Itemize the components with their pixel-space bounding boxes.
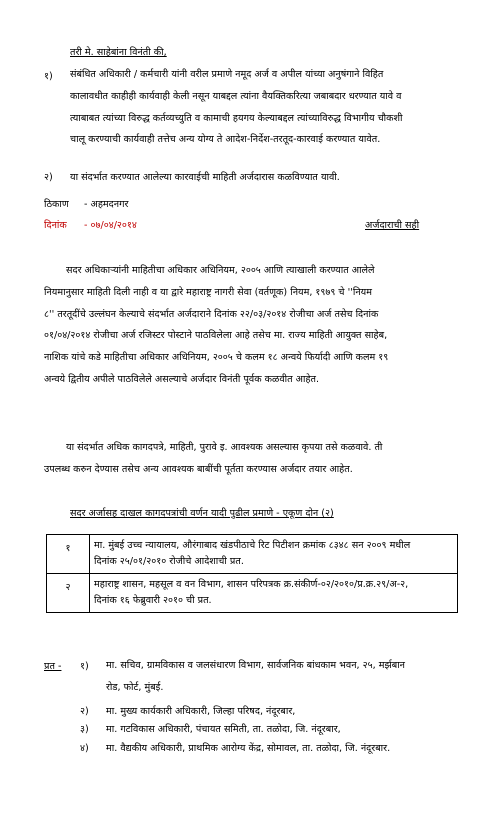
- table-row: [47, 535, 458, 574]
- point-1-number: १): [44, 71, 53, 82]
- copy-2-text: मा. मुख्य कार्यकारी अधिकारी, जिल्हा परिषद, नंदूरबार,: [106, 706, 296, 717]
- copy-3-number: ३): [80, 724, 89, 735]
- document-line: दिनांक २५/०१/२०१० रोजीचे आदेशाची प्रत.: [94, 556, 244, 567]
- copies-label: प्रत -: [44, 661, 62, 672]
- salutation: तरी मे. साहेबांना विनंती की,: [70, 47, 167, 58]
- copy-3-text: मा. गटविकास अधिकारी, पंचायत समिती, ता. तळोदा, जि. नंदूरबार,: [106, 724, 341, 735]
- point-1-line: संबंधित अधिकारी / कर्मचारी यांनी वरील प्रमाणे नमूद अर्ज व अपील यांच्या अनुषंगाने विहित: [70, 69, 384, 80]
- date-label: दिनांक: [44, 220, 67, 231]
- copy-4-number: ४): [80, 743, 89, 754]
- body-line: अन्वये द्वितीय अपीले पाठविलेले असल्याचे अर्जदार विनंती पूर्वक कळवीत आहेत.: [44, 373, 320, 385]
- point-2-text: या संदर्भात करण्यात आलेल्या कारवाईची माहिती अर्जदारास कळविण्यात यावी.: [70, 172, 340, 183]
- document-line: महाराष्ट्र शासन, महसूल व वन विभाग, शासन परिपत्रक क्र.संकीर्ण-०२/२०१०/प्र.क्र.२९/अ-२,: [94, 579, 409, 590]
- copy-1-number: १): [80, 661, 89, 672]
- point-1-line: चालू करण्याची कार्यवाही तत्तेच अन्य योग्य ते आदेश-निर्देश-तरतूद-कारवाई करण्यात यावेत.: [70, 134, 381, 146]
- body-line: नियमानुसार माहिती दिली नाही व या द्वारे महाराष्ट्र नागरी सेवा (वर्तणूक) नियम, १९७९ चे ''नियम: [44, 286, 372, 298]
- table-row: [47, 574, 458, 613]
- followup-line: या संदर्भात अधिक कागदपत्रे, माहिती, पुरावे इ. आवश्यक असल्यास कृपया तसे कळवावे. ती: [66, 442, 383, 453]
- point-1-line: त्याबाबत त्यांच्या विरुद्ध कर्तव्यच्युति व कामाची हयगय केल्याबद्दल त्यांच्याविरुद्ध विभागीय चौकशी: [70, 112, 403, 124]
- point-1-text: [70, 64, 403, 151]
- point-2-number: २): [44, 172, 53, 183]
- document-number: २: [47, 574, 90, 613]
- place-value: - अहमदनगर: [84, 199, 129, 210]
- copy-line: मा. सचिव, ग्रामविकास व जलसंधारण विभाग, सार्वजनिक बांधकाम भवन, २५, मर्झबान: [106, 660, 405, 671]
- body-paragraph: [44, 260, 388, 391]
- body-line: नाशिक यांचे कडे माहितीचा अधिकार अधिनियम, २००५ चे कलम १८ अन्वये फिर्यादी आणि कलम १९: [44, 352, 389, 364]
- followup-line: उपलब्ध करुन देण्यास तसेच अन्य आवश्यक बाबींची पूर्तता करण्यास अर्जदार तयार आहेत.: [44, 463, 353, 475]
- signature-label: अर्जदाराची सही: [365, 220, 420, 231]
- document-number: १: [47, 535, 90, 574]
- document-line: दिनांक १६ फेब्रुवारी २०१० ची प्रत.: [94, 595, 212, 606]
- followup-paragraph: [44, 437, 382, 481]
- date-value: - ०७/०४/२०१४: [84, 220, 137, 231]
- body-line: सदर अधिकाऱ्यांनी माहितीचा अधिकार अधिनियम, २००५ आणि त्याखाली करण्यात आलेले: [66, 265, 375, 276]
- copy-4-text: मा. वैद्यकीय अधिकारी, प्राथमिक आरोग्य केंद्र, सोमावल, ता. तळोदा, जि. नंदूरबार.: [106, 743, 391, 754]
- documents-heading: सदर अर्जासह दाखल कागदपत्रांची वर्णन यादी पुढील प्रमाणे - एकूण दोन (२): [70, 508, 334, 519]
- body-line: ८'' तरतूदींचे उल्लंघन केल्याचे संदर्भात अर्जदाराने दिनांक २२/०३/२०१४ रोजीचा अर्ज तसेच दिनांक: [44, 308, 379, 320]
- document-line: मा. मुंबई उच्च न्यायालय, औरंगाबाद खंडपीठाचे रिट पिटीशन क्रमांक ८३४८ सन २००९ मधील: [94, 540, 411, 551]
- documents-table: [46, 534, 458, 613]
- copy-2-number: २): [80, 706, 89, 717]
- place-label: ठिकाण: [44, 199, 69, 210]
- copy-1-text: [106, 655, 405, 699]
- copy-line: रोड, फोर्ट, मुंबई.: [106, 681, 164, 693]
- point-1-line: कालावधीत काहीही कार्यवाही केली नसून याबद्दल त्यांना वैयक्तिकरित्या जबाबदार धरण्यात यावे व: [70, 90, 402, 102]
- document-description: [90, 574, 458, 613]
- body-line: ०१/०४/२०१४ रोजीचा अर्ज रजिस्टर पोस्टाने पाठविलेला आहे तसेच मा. राज्य माहिती आयुक्त साहेब,: [44, 330, 388, 342]
- document-description: [90, 535, 458, 574]
